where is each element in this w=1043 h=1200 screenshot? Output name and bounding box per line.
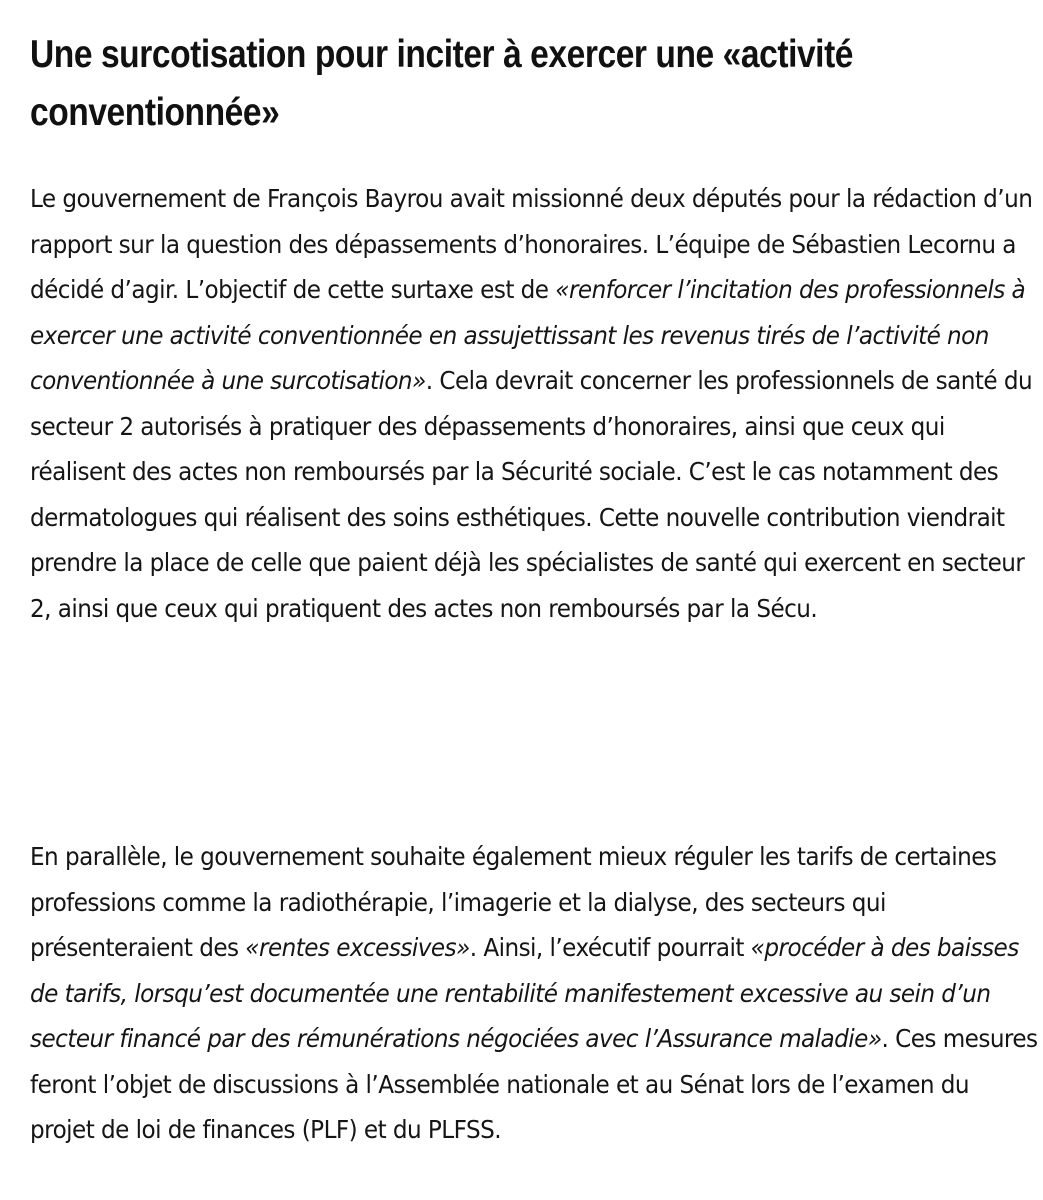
- paragraph-1-text-1: Le gouvernement de François Bayrou avait missionné deux députés pour la rédaction d’un rapport sur la question des dépassements d’honoraires. L’équipe de Sébastien Lecornu a décidé d’agir. L’objectif de cette surtaxe est de: [30, 184, 1033, 304]
- paragraph-2-text-3: . Ces mesures feront l’objet de discussions à l’Assemblée nationale et au Sénat lors de l’examen du projet de loi de finances (PLF) et du PLFSS.: [30, 1024, 1038, 1144]
- paragraph-1-text-2: . Cela devrait concerner les professionnels de santé du secteur 2 autorisés à pratiquer des dépassements d’honoraires, ainsi que ceux qui réalisent des actes non remboursés par la Sécurité sociale. C’est le cas notamment des dermatologues qui réalisent des soins esthétiques. Cette nouvelle contribution viendrait prendre la place de celle que paient déjà les spécialistes de santé qui exercent en secteur 2, ainsi que ceux qui pratiquent des actes non remboursés par la Sécu.: [30, 366, 1033, 623]
- paragraph-2-quote-2: «procéder à des baisses de tarifs, lorsqu’est documentée une rentabilité manifestement excessive au sein d’un secteur financé par des rémunérations négociées avec l’Assurance maladie»: [30, 933, 1019, 1053]
- paragraph-1-quote-1: «renforcer l’incitation des professionnels à exercer une activité conventionnée en assujettissant les revenus tirés de l’activité non conventionnée à une surcotisation»: [30, 275, 1026, 395]
- article-headline: Une surcotisation pour inciter à exercer une «activité conventionnée»: [30, 33, 854, 134]
- paragraph-2-text-1: En parallèle, le gouvernement souhaite également mieux réguler les tarifs de certaines professions comme la radiothérapie, l’imagerie et la dialyse, des secteurs qui présenteraient des: [30, 842, 997, 962]
- article-paragraph-2: [30, 834, 1038, 1153]
- paragraph-2-text-2: . Ainsi, l’exécutif pourrait: [469, 933, 751, 962]
- paragraph-2-quote-1: «rentes excessives»: [245, 933, 470, 962]
- article-paragraph-1: [30, 176, 1038, 631]
- article: [30, 26, 1038, 1144]
